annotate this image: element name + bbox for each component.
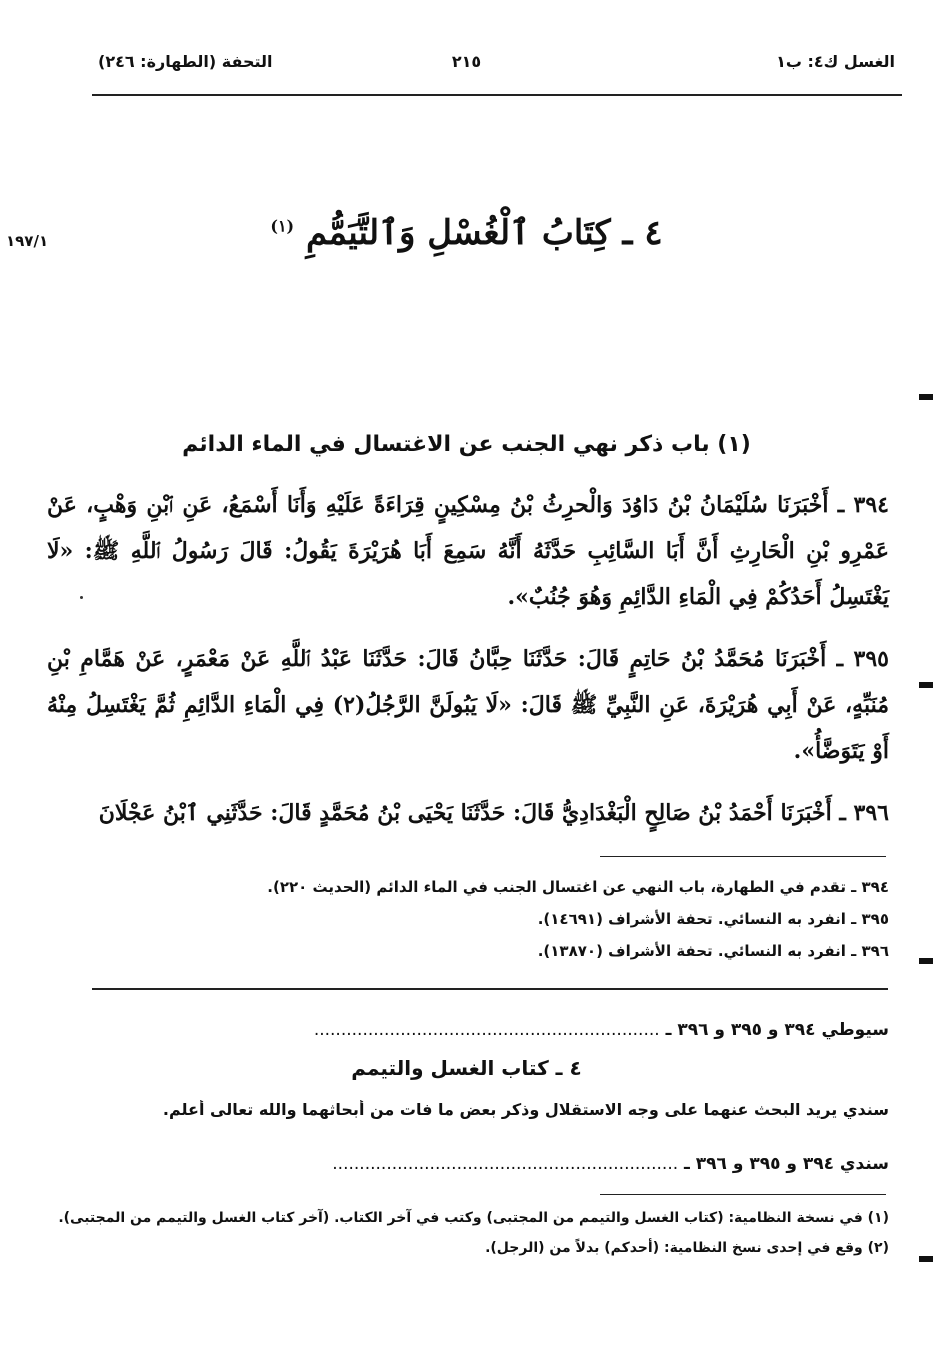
bottom-footnote-rule <box>600 1194 886 1195</box>
running-header-reference: التحفة (الطهارة: ٢٤٦) <box>98 52 273 71</box>
hadith-paragraph-394: ٣٩٤ ـ أَخْبَرَنَا سُلَيْمَانُ بْنُ دَاوُدَ وَالْحرِثُ بْنُ مِسْكِينٍ قِرَاءَةً عَلَيْهِ وَأَنَا أَسْمَعُ، عَنِ ٱبْنِ وَهْبٍ، عَنْ عَمْرِو بْنِ الْحَارِثِ أَنَّ أَبَا السَّائِبِ حَدَّثَهُ أَنَّهُ سَمِعَ أَبَا هُرَيْرَةَ يَقُولُ: قَالَ رَسُولُ ٱللَّهِ ﷺ: «لَا يَغْتَسِلُ أَحَدُكُمْ فِي الْمَاءِ الدَّائِمِ وَهُوَ جُنُبٌ». <box>47 492 889 610</box>
sindi-commentary-line <box>47 1154 889 1174</box>
scan-edge-mark <box>919 1256 933 1262</box>
hadith-paragraph-396: ٣٩٦ ـ أَخْبَرَنَا أَحْمَدُ بْنُ صَالِحٍ الْبَغْدَادِيُّ قَالَ: حَدَّثَنَا يَحْيَى بْنُ مُحَمَّدٍ قَالَ: حَدَّثَنِي ٱبْنُ عَجْلَانَ <box>98 800 889 826</box>
sindi-commentary-text: سندي يريد البحث عنهما على وجه الاستقلال وذكر بعض ما فات من أبحاثهما والله تعالى أعلم. <box>162 1100 889 1119</box>
sindi-dots: ................................................................ <box>332 1154 679 1174</box>
bottom-footnote-1: (١) في نسخة النظامية: (كتاب الغسل والتيمم من المجتبى) وكتب في آخر الكتاب. (آخر كتاب الغسل والتيمم من المجتبى). <box>58 1210 889 1226</box>
running-header-chapter: الغسل ك٤: ب١ <box>776 52 895 71</box>
scan-edge-mark <box>919 958 933 964</box>
book-title <box>0 212 933 253</box>
hadith-paragraph-395: ٣٩٥ ـ أَخْبَرَنَا مُحَمَّدُ بْنُ حَاتِمٍ قَالَ: حَدَّثَنَا حِبَّانُ قَالَ: حَدَّثَنَا عَبْدُ ٱللَّهِ عَنْ مَعْمَرٍ، عَنْ هَمَّامِ بْنِ مُنَبِّهٍ، عَنْ أَبِي هُرَيْرَةَ، عَنِ النَّبِيِّ ﷺ قَالَ: «لَا يَبُولَنَّ الرَّجُلُ(٢) فِي الْمَاءِ الدَّائِمِ ثُمَّ يَغْتَسِلُ مِنْهُ أَوْ يَتَوَضَّأُ». <box>47 646 890 764</box>
suyuti-dots: ................................................................ <box>313 1020 660 1040</box>
scan-speck <box>80 596 83 599</box>
footnote-394: ٣٩٤ ـ تقدم في الطهارة، باب النهي عن اغتسال الجنب في الماء الدائم (الحديث ٢٢٠). <box>267 878 889 896</box>
suyuti-commentary-line <box>47 1020 889 1040</box>
suyuti-label: سيوطي ٣٩٤ و ٣٩٥ و ٣٩٦ ـ <box>665 1020 889 1040</box>
footnote-rule <box>600 856 886 857</box>
sindi-label: سندي ٣٩٤ و ٣٩٥ و ٣٩٦ ـ <box>684 1154 889 1174</box>
scan-edge-mark <box>919 394 933 400</box>
footnote-395: ٣٩٥ ـ انفرد به النسائي. تحفة الأشراف (١٤٦٩١). <box>537 910 889 928</box>
book-title-note-marker: (١) <box>270 216 295 236</box>
page-number: ٢١٥ <box>451 52 482 71</box>
header-rule <box>92 94 902 96</box>
footnote-396: ٣٩٦ ـ انفرد به النسائي. تحفة الأشراف (١٣٨٧٠). <box>537 942 889 960</box>
commentary-book-title: ٤ ـ كتاب الغسل والتيمم <box>351 1056 582 1080</box>
bottom-footnote-2: (٢) وقع في إحدى نسخ النظامية: (أحدكم) بدلاً من (الرجل). <box>485 1240 889 1256</box>
chapter-title: (١) باب ذكر نهي الجنب عن الاغتسال في الماء الدائم <box>182 432 751 457</box>
book-title-text: ٤ ـ كِتَابُ ٱلْغُسْلِ وَٱلتَّيَمُّمِ <box>305 213 663 253</box>
scan-edge-mark <box>919 682 933 688</box>
commentary-separator <box>92 988 888 990</box>
margin-reference: ١٩٧/١ <box>6 232 49 250</box>
